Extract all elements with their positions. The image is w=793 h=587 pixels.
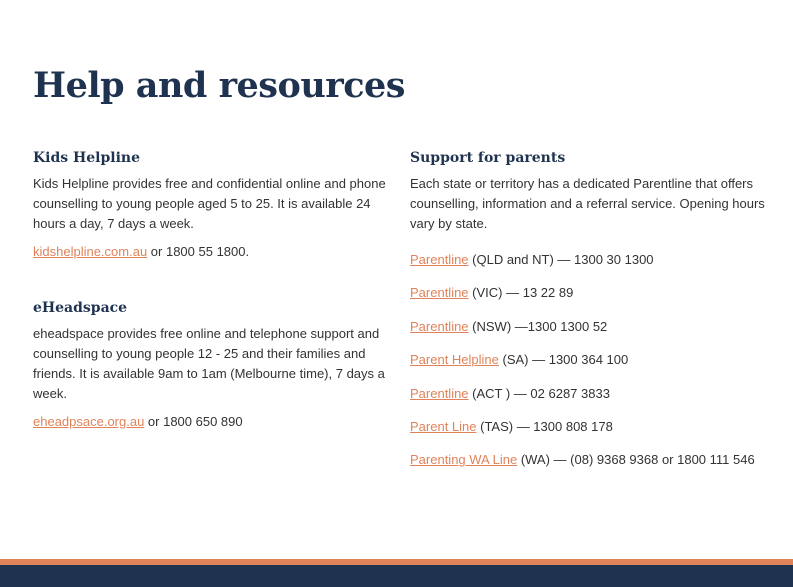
- parentline-item: [410, 350, 788, 370]
- parentline-item: [410, 450, 788, 470]
- left-column: [33, 148, 393, 432]
- page-title: Help and resources: [33, 65, 406, 106]
- eheadspace-description: eheadspace provides free online and telephone support and counselling to young people 12 - 25 and their families and friends. It is available 9am to 1am (Melbourne time), 7 days a week.: [33, 326, 385, 401]
- parentline-item: [410, 417, 788, 437]
- parentline-list: [410, 250, 788, 470]
- eheadspace-contact: [33, 412, 393, 432]
- parentline-item: [410, 384, 788, 404]
- parentline-detail: (NSW) —1300 1300 52: [468, 318, 608, 334]
- parentline-detail: (ACT ) — 02 6287 3833: [468, 385, 610, 401]
- kids-helpline-title: Kids Helpline: [33, 150, 140, 166]
- footer-bar: [0, 565, 793, 587]
- parents-title: Support for parents: [410, 150, 566, 166]
- parentline-detail: (WA) — (08) 9368 9368 or 1800 111 546: [517, 452, 755, 468]
- eheadspace-link[interactable]: eheadpsace.org.au: [33, 414, 145, 429]
- parentline-link[interactable]: Parentline: [410, 318, 469, 334]
- kids-helpline-description: Kids Helpline provides free and confidential online and phone counselling to young people aged 5 to 25. It is available 24 hours a day, 7 days a week.: [33, 176, 386, 231]
- parentline-link[interactable]: Parentline: [410, 385, 469, 401]
- parentline-link[interactable]: Parentline: [410, 285, 469, 301]
- right-column: [410, 148, 788, 484]
- parentline-detail: (VIC) — 13 22 89: [468, 285, 574, 301]
- eheadspace-section: [33, 298, 393, 432]
- parentline-link[interactable]: Parent Helpline: [410, 352, 499, 368]
- parentline-link[interactable]: Parent Line: [410, 418, 477, 434]
- kids-helpline-link[interactable]: kidshelpline.com.au: [33, 244, 148, 259]
- eheadspace-phone: or 1800 650 890: [144, 414, 243, 429]
- eheadspace-title: eHeadspace: [33, 300, 128, 316]
- parentline-link[interactable]: Parentline: [410, 252, 469, 267]
- parents-description: Each state or territory has a dedicated Parentline that offers counselling, information and a referral service. Opening hours vary by state.: [410, 176, 765, 231]
- kids-helpline-section: [33, 148, 393, 262]
- kids-helpline-contact: [33, 242, 393, 262]
- parentline-item: [410, 250, 788, 270]
- parentline-detail: (QLD and NT) — 1300 30 1300: [468, 252, 654, 267]
- kids-helpline-phone: or 1800 55 1800.: [147, 244, 250, 259]
- parentline-link[interactable]: Parenting WA Line: [410, 452, 518, 468]
- parents-section: [410, 148, 788, 470]
- parentline-detail: (SA) — 1300 364 100: [498, 352, 629, 368]
- parentline-item: [410, 317, 788, 337]
- parentline-detail: (TAS) — 1300 808 178: [476, 418, 613, 434]
- parentline-item: [410, 283, 788, 303]
